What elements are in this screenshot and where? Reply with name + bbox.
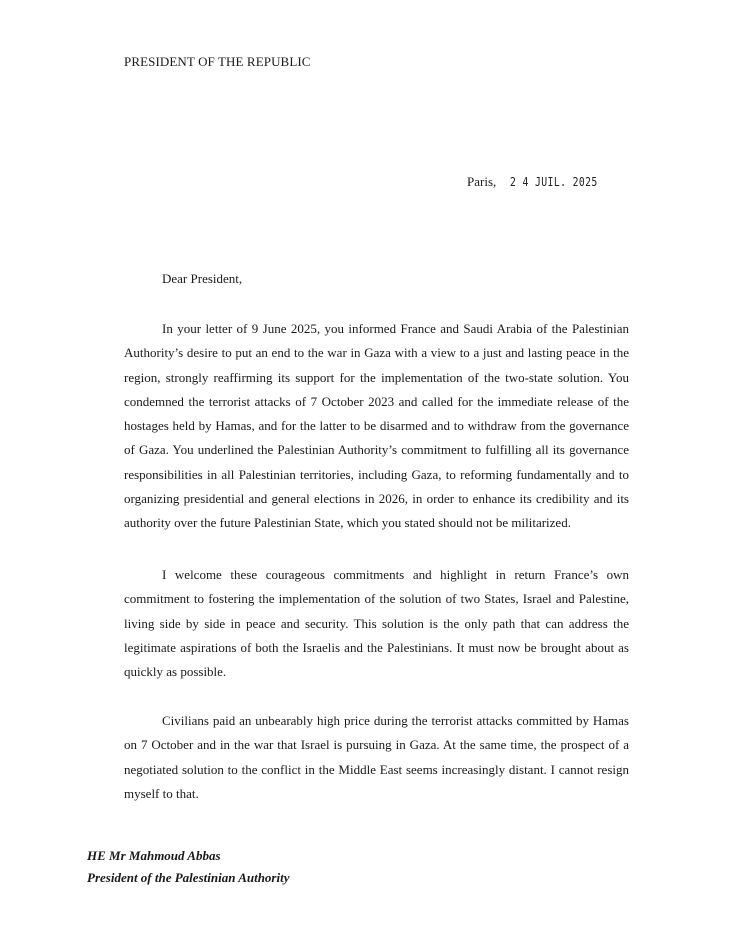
paragraph-1 bbox=[124, 317, 629, 536]
date-stamp: 2 4 JUIL. 2025 bbox=[509, 174, 598, 189]
addressee-name: HE Mr Mahmoud Abbas bbox=[87, 848, 221, 863]
addressee-title: President of the Palestinian Authority bbox=[87, 870, 290, 885]
letterhead: PRESIDENT OF THE REPUBLIC bbox=[124, 54, 311, 69]
paragraph-3 bbox=[124, 709, 629, 806]
dateline bbox=[467, 174, 622, 190]
addressee bbox=[87, 845, 289, 889]
place: Paris, bbox=[467, 174, 497, 189]
paragraph-text: In your letter of 9 June 2025, you informed France and Saudi Arabia of the Palestinian Authority’s desire to put an end to the war in Gaza with a view to a just and lasting peace in the region, strongly reaffirming its support for the implementation of the two-state solution. You condemned the terrorist attacks of 7 October 2023 and called for the immediate release of the hostages held by Hamas, and for the latter to be disarmed and to withdraw from the governance of Gaza. You underlined the Palestinian Authority’s commitment to fulfilling all its governance responsibilities in all Palestinian territories, including Gaza, to reforming fundamentally and to organizing presidential and general elections in 2026, in order to enhance its credibility and its authority over the future Palestinian State, which you stated should not be militarized. bbox=[124, 321, 629, 531]
paragraph-text: I welcome these courageous commitments and highlight in return France’s own commitment to fostering the implementation of the solution of two States, Israel and Palestine, living side by side in peace and security. This solution is the only path that can address the legitimate aspirations of both the Israelis and the Palestinians. It must now be brought about as quickly as possible. bbox=[124, 567, 629, 680]
paragraph-2 bbox=[124, 563, 629, 684]
salutation: Dear President, bbox=[162, 271, 243, 286]
paragraph-text: Civilians paid an unbearably high price during the terrorist attacks committed by Hamas on 7 October and in the war that Israel is pursuing in Gaza. At the same time, the prospect of a negotiated solution to the conflict in the Middle East seems increasingly distant. I cannot resign myself to that. bbox=[124, 713, 629, 801]
